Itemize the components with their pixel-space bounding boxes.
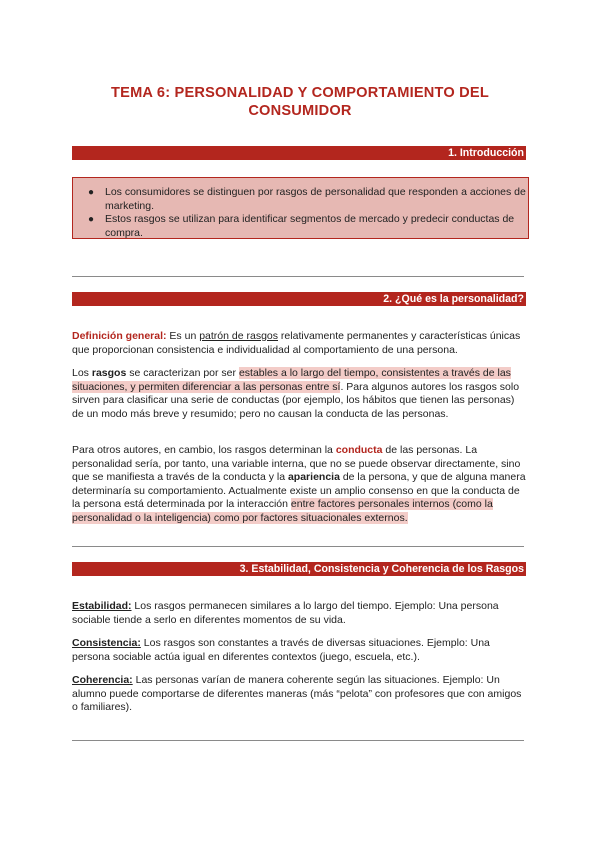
coherence-paragraph [72, 674, 528, 715]
term-text: Los rasgos permanecen similares a lo largo del tiempo. Ejemplo: Una persona sociable tiende a serlo en diferentes momentos de su vida. [72, 600, 499, 626]
text-run: Es un [166, 330, 200, 342]
bold-term: rasgos [91, 367, 127, 379]
divider [72, 276, 524, 277]
consistency-paragraph [72, 637, 528, 664]
section-2-heading: 2. ¿Qué es la personalidad? [72, 292, 526, 306]
bullet-icon: ● [88, 187, 95, 198]
title-line-1: TEMA 6: PERSONALIDAD Y COMPORTAMIENTO DEL [111, 85, 489, 101]
bullet-icon: ● [88, 214, 95, 225]
stability-paragraph [72, 600, 528, 627]
bullet-text: Los consumidores se distinguen por rasgos de personalidad que responden a acciones de marketing. [105, 186, 526, 212]
section-3-heading: 3. Estabilidad, Consistencia y Coherencia de los Rasgos [72, 562, 526, 576]
text-run: se caracterizan por ser [126, 367, 239, 379]
bold-term: apariencia [287, 471, 340, 483]
highlighted-text: estables a lo largo del tiempo, consistentes a través de las situaciones, y permiten diferenciar a las personas entre sí [72, 367, 511, 393]
term-label: Coherencia: [72, 674, 133, 686]
text-run: relativamente permanentes y características únicas que proporcionan consistencia e individualidad al comportamiento de una persona. [72, 330, 521, 356]
page-title [72, 84, 528, 120]
text-run: . Para algunos autores los rasgos solo sirven para clasificar una serie de conductas (por ejemplo, los hábitos que tienen las personas) de un modo más breve y resumido; pero no causan la conducta de las personas. [72, 380, 520, 420]
conduct-paragraph [72, 444, 528, 525]
definition-paragraph [72, 330, 528, 357]
highlighted-text: entre factores personales internos (como la personalidad o la inteligencia) como por factores situacionales externos. [72, 498, 493, 524]
text-run: Los [72, 367, 92, 379]
term-label: Estabilidad: [72, 600, 132, 612]
underlined-term: patrón de rasgos [199, 330, 279, 342]
divider [72, 546, 524, 547]
term-text: Los rasgos son constantes a través de diversas situaciones. Ejemplo: Una persona sociable actúa igual en diferentes contextos (juego, escuela, etc.). [72, 637, 490, 663]
term-label: Consistencia: [72, 637, 141, 649]
text-run: de las personas. La personalidad sería, por tanto, una variable interna, que no se puede observar directamente, sino que se manifiesta a través de la conducta y la [72, 444, 521, 483]
text-run: de la persona, y que de alguna manera determinaría su comportamiento. Actualmente existe un amplio consenso en que la conducta de la persona está determinada por la interacción [72, 471, 526, 510]
list-item [73, 213, 528, 240]
text-run: Para otros autores, en cambio, los rasgos determinan la [72, 444, 336, 456]
term-text: Las personas varían de manera coherente según las situaciones. Ejemplo: Un alumno puede comportarse de diferentes maneras (más “pelota” con profesores que con amigos o familiares). [72, 674, 522, 713]
intro-summary-box [72, 177, 529, 239]
title-line-2: CONSUMIDOR [248, 103, 352, 119]
divider [72, 740, 524, 741]
red-term: conducta [335, 444, 383, 456]
section-1-heading: 1. Introducción [72, 146, 526, 160]
traits-paragraph [72, 367, 528, 421]
bullet-text: Estos rasgos se utilizan para identificar segmentos de mercado y predecir conductas de compra. [105, 213, 515, 239]
list-item [73, 186, 528, 213]
definition-label: Definición general: [72, 330, 167, 342]
